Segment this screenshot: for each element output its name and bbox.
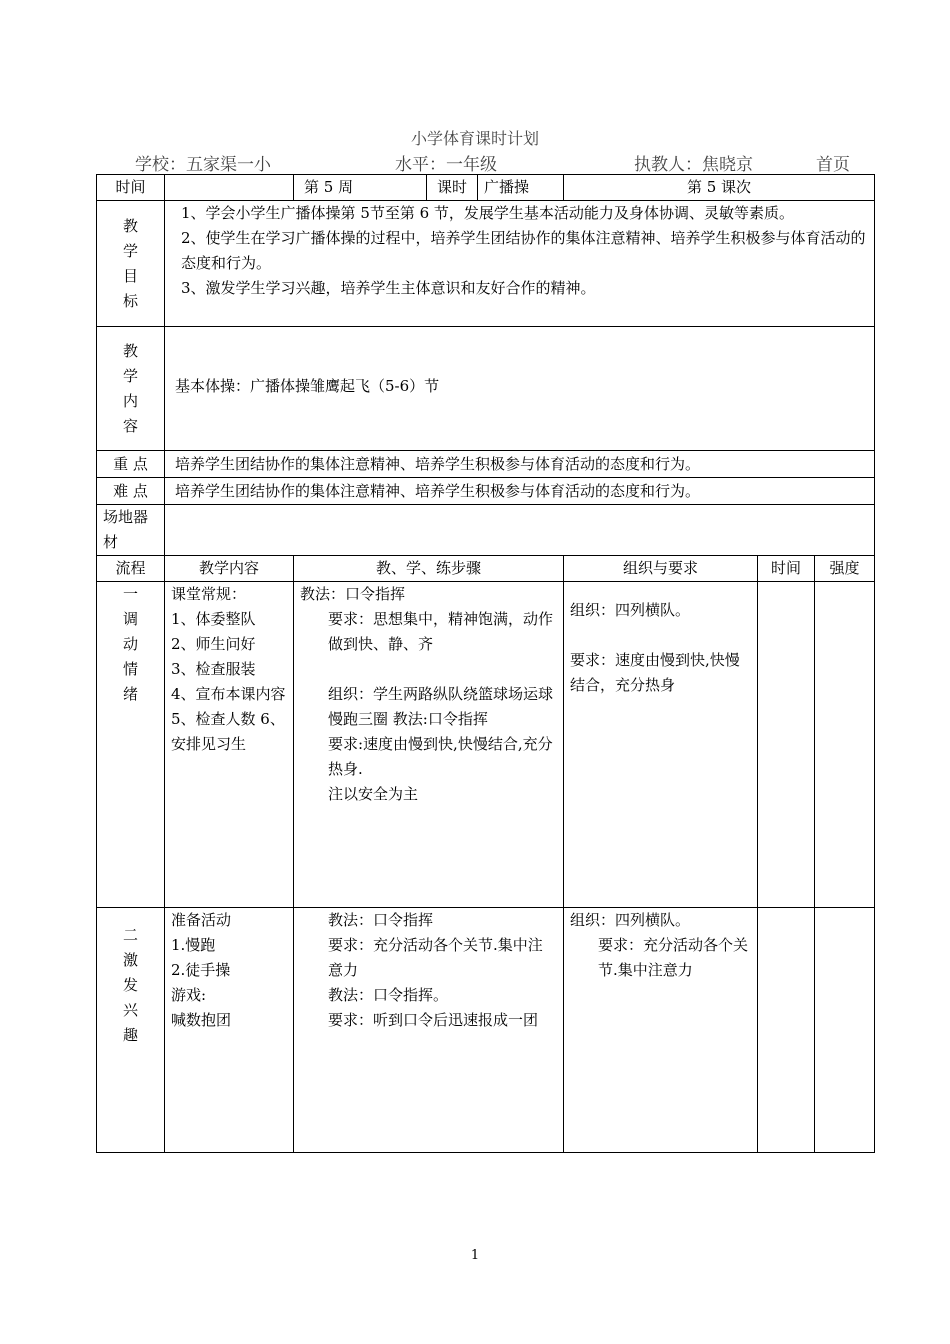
goals-text [165, 201, 875, 327]
section-content: 课堂常规： 1、体委整队 2、师生问好 3、检查服装 4、宣布本课内容 5、检查人数 6、安排见习生 [165, 582, 294, 908]
col-process: 流程 [97, 556, 165, 582]
focus-row [97, 451, 875, 478]
goal-item: 1、学会小学生广播体操第 5节至第 6 节，发展学生基本活动能力及身体协调、灵敏等素质。 [181, 204, 794, 222]
page-title: 小学体育课时计划 [410, 129, 539, 148]
col-intensity: 强度 [815, 556, 875, 582]
section-time [758, 582, 815, 908]
level-label: 水平：一年级 [395, 155, 497, 175]
school-label: 学校：五家渠一小 [135, 155, 271, 175]
info-row [97, 175, 875, 201]
difficulty-label: 难 点 [97, 478, 165, 505]
focus-text: 培养学生团结协作的集体注意精神、培养学生积极参与体育活动的态度和行为。 [165, 451, 875, 478]
lesson-plan-table [96, 174, 875, 1153]
section-steps: 教法：口令指挥 要求：充分活动各个关节.集中注意力 教法：口令指挥。 要求：听到口令后迅速报成一团 [294, 908, 564, 1153]
section-intensity [815, 582, 875, 908]
stage-label: 二 激 发 兴 趣 [97, 908, 165, 1153]
section-steps: 教法：口令指挥 要求：思想集中，精神饱满，动作做到快、静、齐 组织：学生两路纵队绕篮球场运球慢跑三圈 教法:口令指挥 要求:速度由慢到快,快慢结合,充分热身. 注以安全为主 [294, 582, 564, 908]
section-time [758, 908, 815, 1153]
lesson-count-cell: 第 5 课次 [564, 175, 875, 201]
venue-text [165, 505, 875, 556]
goals-row [97, 201, 875, 327]
week-cell: 第 5 周 [294, 175, 427, 201]
section-row [97, 582, 875, 908]
goals-label: 教 学 目 标 [97, 201, 165, 327]
content-label: 教 学 内 容 [97, 327, 165, 451]
topic-cell: 广播操 [478, 175, 564, 201]
section-content: 准备活动 1.慢跑 2.徒手操 游戏: 喊数抱团 [165, 908, 294, 1153]
page-label: 首页 [816, 155, 850, 175]
difficulty-row [97, 478, 875, 505]
col-time: 时间 [758, 556, 815, 582]
section-row [97, 908, 875, 1153]
venue-label: 场地器材 [97, 505, 165, 556]
content-row [97, 327, 875, 451]
content-text: 基本体操：广播体操雏鹰起飞（5-6）节 [165, 327, 875, 451]
time-label: 时间 [97, 175, 165, 201]
section-organization: 组织：四列横队。 要求：速度由慢到快,快慢结合，充分热身 [564, 582, 758, 908]
col-steps: 教、学、练步骤 [294, 556, 564, 582]
lesson-label: 课时 [427, 175, 478, 201]
page-number: 1 [470, 1248, 480, 1263]
col-organization: 组织与要求 [564, 556, 758, 582]
focus-label: 重 点 [97, 451, 165, 478]
goal-item: 3、激发学生学习兴趣，培养学生主体意识和友好合作的精神。 [181, 279, 596, 297]
time-value [165, 175, 294, 201]
venue-row [97, 505, 875, 556]
section-organization: 组织：四列横队。 要求：充分活动各个关节.集中注意力 [564, 908, 758, 1153]
section-intensity [815, 908, 875, 1153]
col-content: 教学内容 [165, 556, 294, 582]
difficulty-text: 培养学生团结协作的集体注意精神、培养学生积极参与体育活动的态度和行为。 [165, 478, 875, 505]
columns-header-row [97, 556, 875, 582]
goal-item: 2、使学生在学习广播体操的过程中，培养学生团结协作的集体注意精神、培养学生积极参与体育活动的态度和行为。 [181, 229, 866, 272]
teacher-label: 执教人：焦晓京 [634, 155, 753, 175]
stage-label: 一 调 动 情 绪 [97, 582, 165, 908]
